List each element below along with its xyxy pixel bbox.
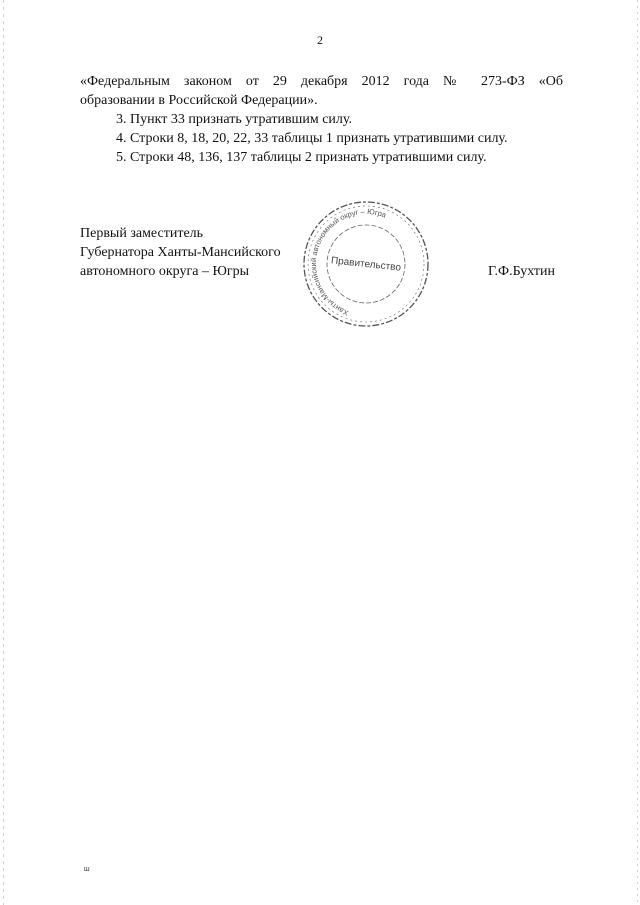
item-3: 3. Пункт 33 признать утратившим силу. [116, 112, 352, 127]
signer-title-line-1: Первый заместитель [80, 226, 204, 241]
page-number: 2 [317, 33, 323, 47]
seal-center-text: Правительство [330, 255, 402, 274]
signature-block [80, 224, 281, 281]
item-4: 4. Строки 8, 18, 20, 22, 33 таблицы 1 признать утратившими силу. [116, 131, 508, 146]
seal-ring-text: Ханты-Мансийский автономный округ – Югра [308, 206, 388, 318]
item-5: 5. Строки 48, 136, 137 таблицы 2 признать утратившими силу. [116, 150, 487, 165]
signer-title-line-3: автономного округа – Югры [80, 264, 249, 279]
signer-title-line-2: Губернатора Ханты-Мансийского [80, 245, 281, 260]
footer-mark: ш [84, 866, 90, 873]
scan-edge-left [3, 0, 4, 905]
official-seal [301, 199, 431, 329]
body-line-1: «Федеральным законом от 29 декабря 2012 года № 273-ФЗ «Об [80, 74, 563, 89]
signer-name: Г.Ф.Бухтин [488, 264, 556, 279]
document-body [80, 72, 563, 167]
body-line-2: образовании в Российской Федерации». [80, 93, 318, 108]
scan-edge-right [637, 0, 638, 905]
